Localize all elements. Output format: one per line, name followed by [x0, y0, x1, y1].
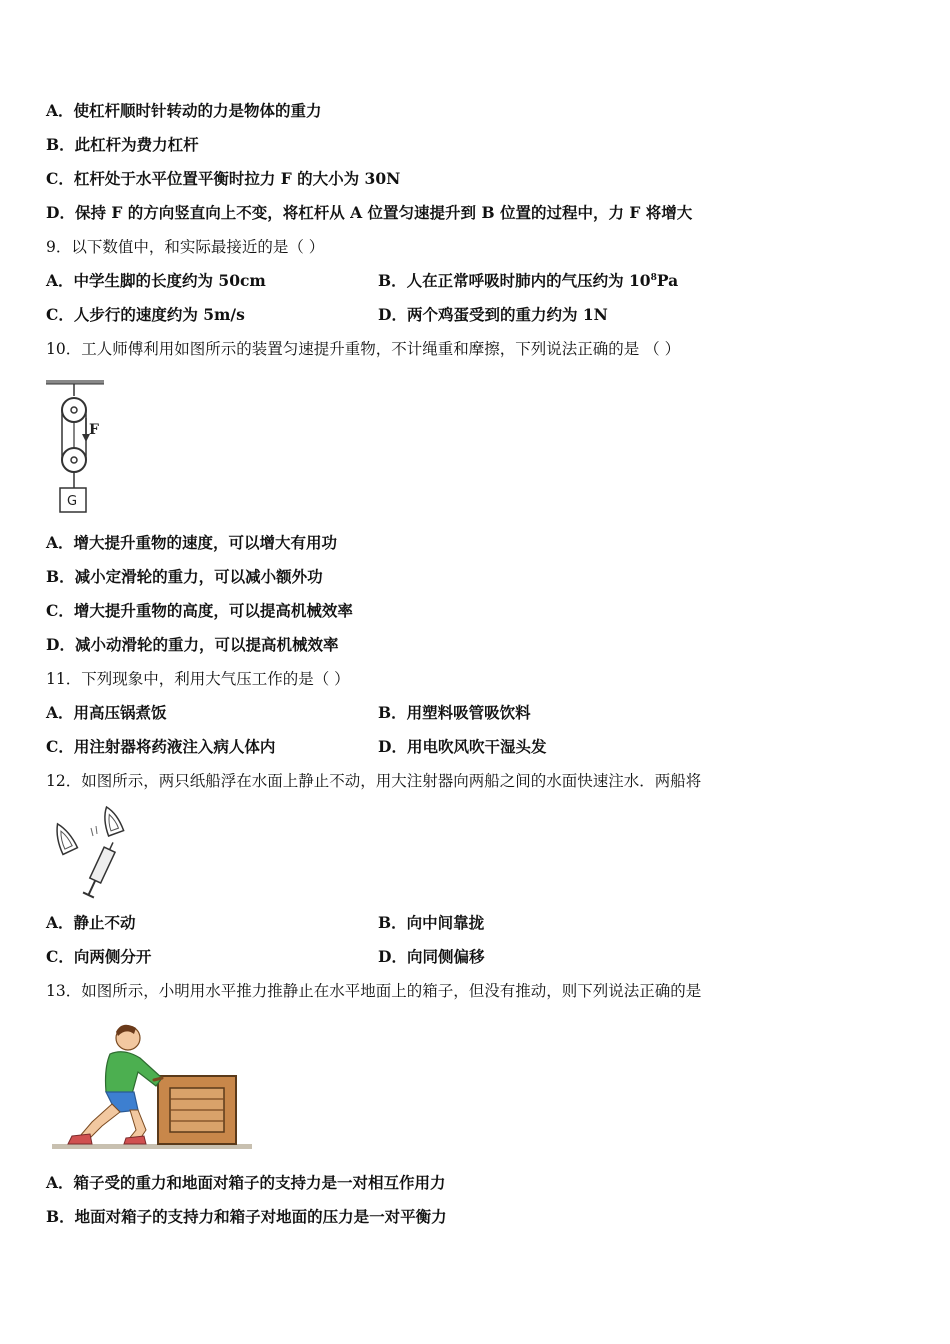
q9-option-a: A．中学生脚的长度约为 50cm — [46, 271, 266, 290]
q10-option-b: B．减小定滑轮的重力，可以减小额外功 — [46, 567, 323, 586]
ceiling-support — [46, 380, 104, 384]
fixed-pulley — [62, 398, 86, 422]
syringe — [83, 840, 118, 898]
q11-option-d: D．用电吹风吹干湿头发 — [378, 737, 547, 756]
q8-option-c: C．杠杆处于水平位置平衡时拉力 F 的大小为 30N — [46, 169, 401, 188]
q12-option-a: A．静止不动 — [46, 913, 136, 932]
left-boat — [50, 820, 77, 854]
q12-option-c: C．向两侧分开 — [46, 947, 152, 966]
box — [158, 1076, 236, 1144]
movable-pulley — [62, 448, 86, 472]
boats-figure — [44, 804, 134, 904]
q10-option-c: C．增大提升重物的高度，可以提高机械效率 — [46, 601, 353, 620]
q11-stem: 11．下列现象中，利用大气压工作的是（ ） — [46, 670, 350, 688]
q8-option-d: D．保持 F 的方向竖直向上不变，将杠杆从 A 位置匀速提升到 B 位置的过程中，力 F 将增大 — [46, 203, 693, 222]
q12-stem: 12．如图所示，两只纸船浮在水面上静止不动，用大注射器向两船之间的水面快速注水．两船将 — [46, 772, 702, 790]
right-boat — [99, 804, 124, 836]
pulley-figure — [44, 376, 114, 520]
q12-option-d: D．向同侧偏移 — [378, 947, 485, 966]
q12-option-b: B．向中间靠拢 — [378, 913, 485, 932]
water-stream — [91, 828, 93, 836]
q11-option-a: A．用高压锅煮饭 — [46, 703, 167, 722]
q9-stem: 9．以下数值中，和实际最接近的是（ ） — [46, 238, 325, 256]
boy-pushing-box-figure — [50, 1018, 256, 1154]
q13-option-b: B．地面对箱子的支持力和箱子对地面的压力是一对平衡力 — [46, 1207, 447, 1226]
q10-option-a: A．增大提升重物的速度，可以增大有用功 — [46, 533, 338, 552]
q13-option-a: A．箱子受的重力和地面对箱子的支持力是一对相互作用力 — [46, 1173, 446, 1192]
q11-option-c: C．用注射器将药液注入病人体内 — [46, 737, 276, 756]
force-label: F — [89, 422, 99, 438]
q10-stem: 10．工人师傅利用如图所示的装置匀速提升重物，不计绳重和摩擦，下列说法正确的是 （ ） — [46, 340, 681, 358]
q11-option-b: B．用塑料吸管吸饮料 — [378, 703, 531, 722]
q9-option-c: C．人步行的速度约为 5m/s — [46, 305, 245, 324]
weight-label: G — [67, 494, 78, 509]
q9-option-d: D．两个鸡蛋受到的重力约为 1N — [378, 305, 608, 324]
q9-option-b: B．人在正常呼吸时肺内的气压约为 $10^8Pa$ — [378, 271, 679, 290]
q8-option-a: A．使杠杆顺时针转动的力是物体的重力 — [46, 101, 322, 120]
q10-option-d: D．减小动滑轮的重力，可以提高机械效率 — [46, 635, 339, 654]
q8-option-b: B．此杠杆为费力杠杆 — [46, 135, 199, 154]
q13-stem: 13．如图所示，小明用水平推力推静止在水平地面上的箱子，但没有推动，则下列说法正确的是 — [46, 982, 702, 1000]
boy — [68, 1025, 162, 1144]
